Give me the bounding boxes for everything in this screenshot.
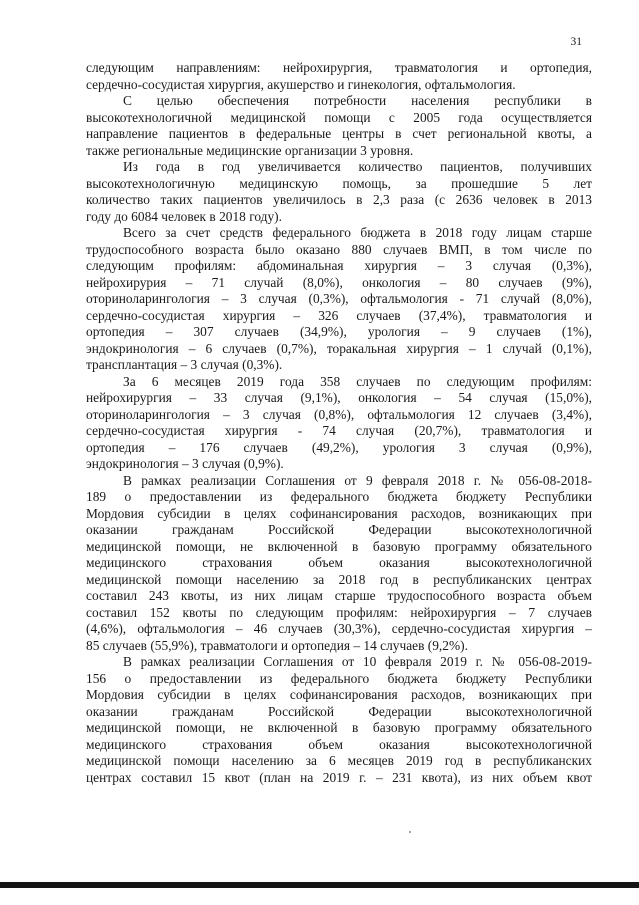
text-line: оториноларингология – 3 случая (0,8%), офтальмология 12 случаев (3,4%), (86, 406, 592, 422)
text-line: медицинской помощи, не включенной в базовую программу обязательного (86, 720, 592, 735)
text-line: оториноларингология – 3 случая (0,3%), офтальмология - 71 случай (8,0%), (86, 291, 592, 306)
text-line: составил 152 квоты по следующим профилям: нейрохирургия – 7 случаев (86, 604, 592, 620)
text-line: оказании гражданам Российской Федерации высокотехнологичной (86, 703, 592, 719)
text-line: направление пациентов в федеральные центры в счет региональной квоты, а (86, 126, 592, 141)
text-line: 156 о предоставлении из федерального бюджета бюджету Республики (86, 670, 592, 686)
text-line: медицинской помощи, не включенной в базовую программу обязательного (86, 538, 592, 554)
text-line: 189 о предоставлении из федерального бюджета бюджету Республики (86, 489, 592, 504)
text-line: трудоспособного возраста было оказано 880 случаев ВМП, в том числе по (86, 241, 592, 257)
text-line: высокотехнологичную медицинскую помощь, за прошедшие 5 лет (86, 175, 592, 191)
text-line: медицинского страхования объем оказания высокотехнологичной (86, 555, 592, 570)
text-line: 85 случаев (55,9%), травматологи и ортопедия – 14 случаев (9,2%). (86, 637, 468, 653)
text-line: Мордовия субсидии в целях софинансирования расходов, возникающих при (86, 505, 592, 521)
text-line: В рамках реализации Соглашения от 9 февраля 2018 г. № 056-08-2018- (123, 472, 592, 488)
text-line: ортопедия – 307 случаев (34,9%), урология – 9 случаев (1%), (86, 324, 592, 339)
text-line: Мордовия субсидии в целях софинансирования расходов, возникающих при (86, 687, 592, 702)
text-line: нейрохирурия – 71 случай (8,0%), онкология – 80 случаев (9%), (86, 274, 592, 290)
text-line: количество таких пациентов увеличилось в 2,3 раза (с 2636 человек в 2013 (86, 192, 592, 207)
text-line: трансплантация – 3 случая (0,3%). (86, 357, 283, 372)
text-line: году до 6084 человек в 2018 году). (86, 208, 282, 224)
text-line: следующим направлениям: нейрохирургия, травматология и ортопедия, (86, 60, 592, 75)
text-line: За 6 месяцев 2019 года 358 случаев по следующим профилям: (123, 373, 592, 389)
text-line: центрах составил 15 квот (план на 2019 г. – 231 квота), из них объем квот (86, 769, 592, 785)
text-line: С целью обеспечения потребности населения республики в (123, 93, 592, 108)
text-line: высокотехнологичной медицинской помощи с 2005 года осуществляется (86, 109, 592, 125)
text-line: (4,6%), офтальмология – 46 случаев (30,3%), сердечно-сосудистая хирургия – (86, 621, 592, 636)
text-line: эндокринология – 6 случаев (0,7%), торакальная хирургия – 1 случай (0,1%), (86, 340, 592, 356)
text-line: сердечно-сосудистая хирургия - 74 случая (20,7%), травматология и (86, 423, 592, 438)
text-line: ортопедия – 176 случаев (49,2%), урология 3 случая (0,9%), (86, 439, 592, 455)
text-line: Всего за счет средств федерального бюджета в 2018 году лицам старше (123, 225, 592, 240)
text-line: составил 243 квоты, из них лицам старше трудоспособного возраста объем (86, 588, 592, 603)
scan-speck (409, 831, 411, 833)
text-line: сердечно-сосудистая хирургия – 326 случаев (37,4%), травматология и (86, 307, 592, 323)
text-line: следующим профилям: абдоминальная хирургия – 3 случая (0,3%), (86, 258, 592, 273)
text-line: оказании гражданам Российской Федерации высокотехнологичной (86, 522, 592, 537)
text-line: В рамках реализации Соглашения от 10 февраля 2019 г. № 056-08-2019- (123, 654, 592, 669)
text-line: эндокринология – 3 случая (0,9%). (86, 456, 284, 471)
text-line: медицинской помощи населению за 2018 год в республиканских центрах (86, 571, 592, 587)
text-line: нейрохирургия – 33 случая (9,1%), онкология – 54 случая (15,0%), (86, 390, 592, 405)
text-line: медицинского страхования объем оказания высокотехнологичной (86, 736, 592, 752)
text-line: Из года в год увеличивается количество пациентов, получивших (123, 159, 592, 174)
text-line: сердечно-сосудистая хирургия, акушерство и гинекология, офтальмология. (86, 76, 516, 92)
text-line: медицинской помощи населению за 6 месяцев 2019 год в республиканских (86, 753, 592, 768)
page-number: 31 (570, 36, 582, 48)
text-line: также региональные медицинские организации 3 уровня. (86, 142, 414, 158)
scan-bottom-border (0, 882, 639, 888)
document-body (86, 60, 592, 786)
